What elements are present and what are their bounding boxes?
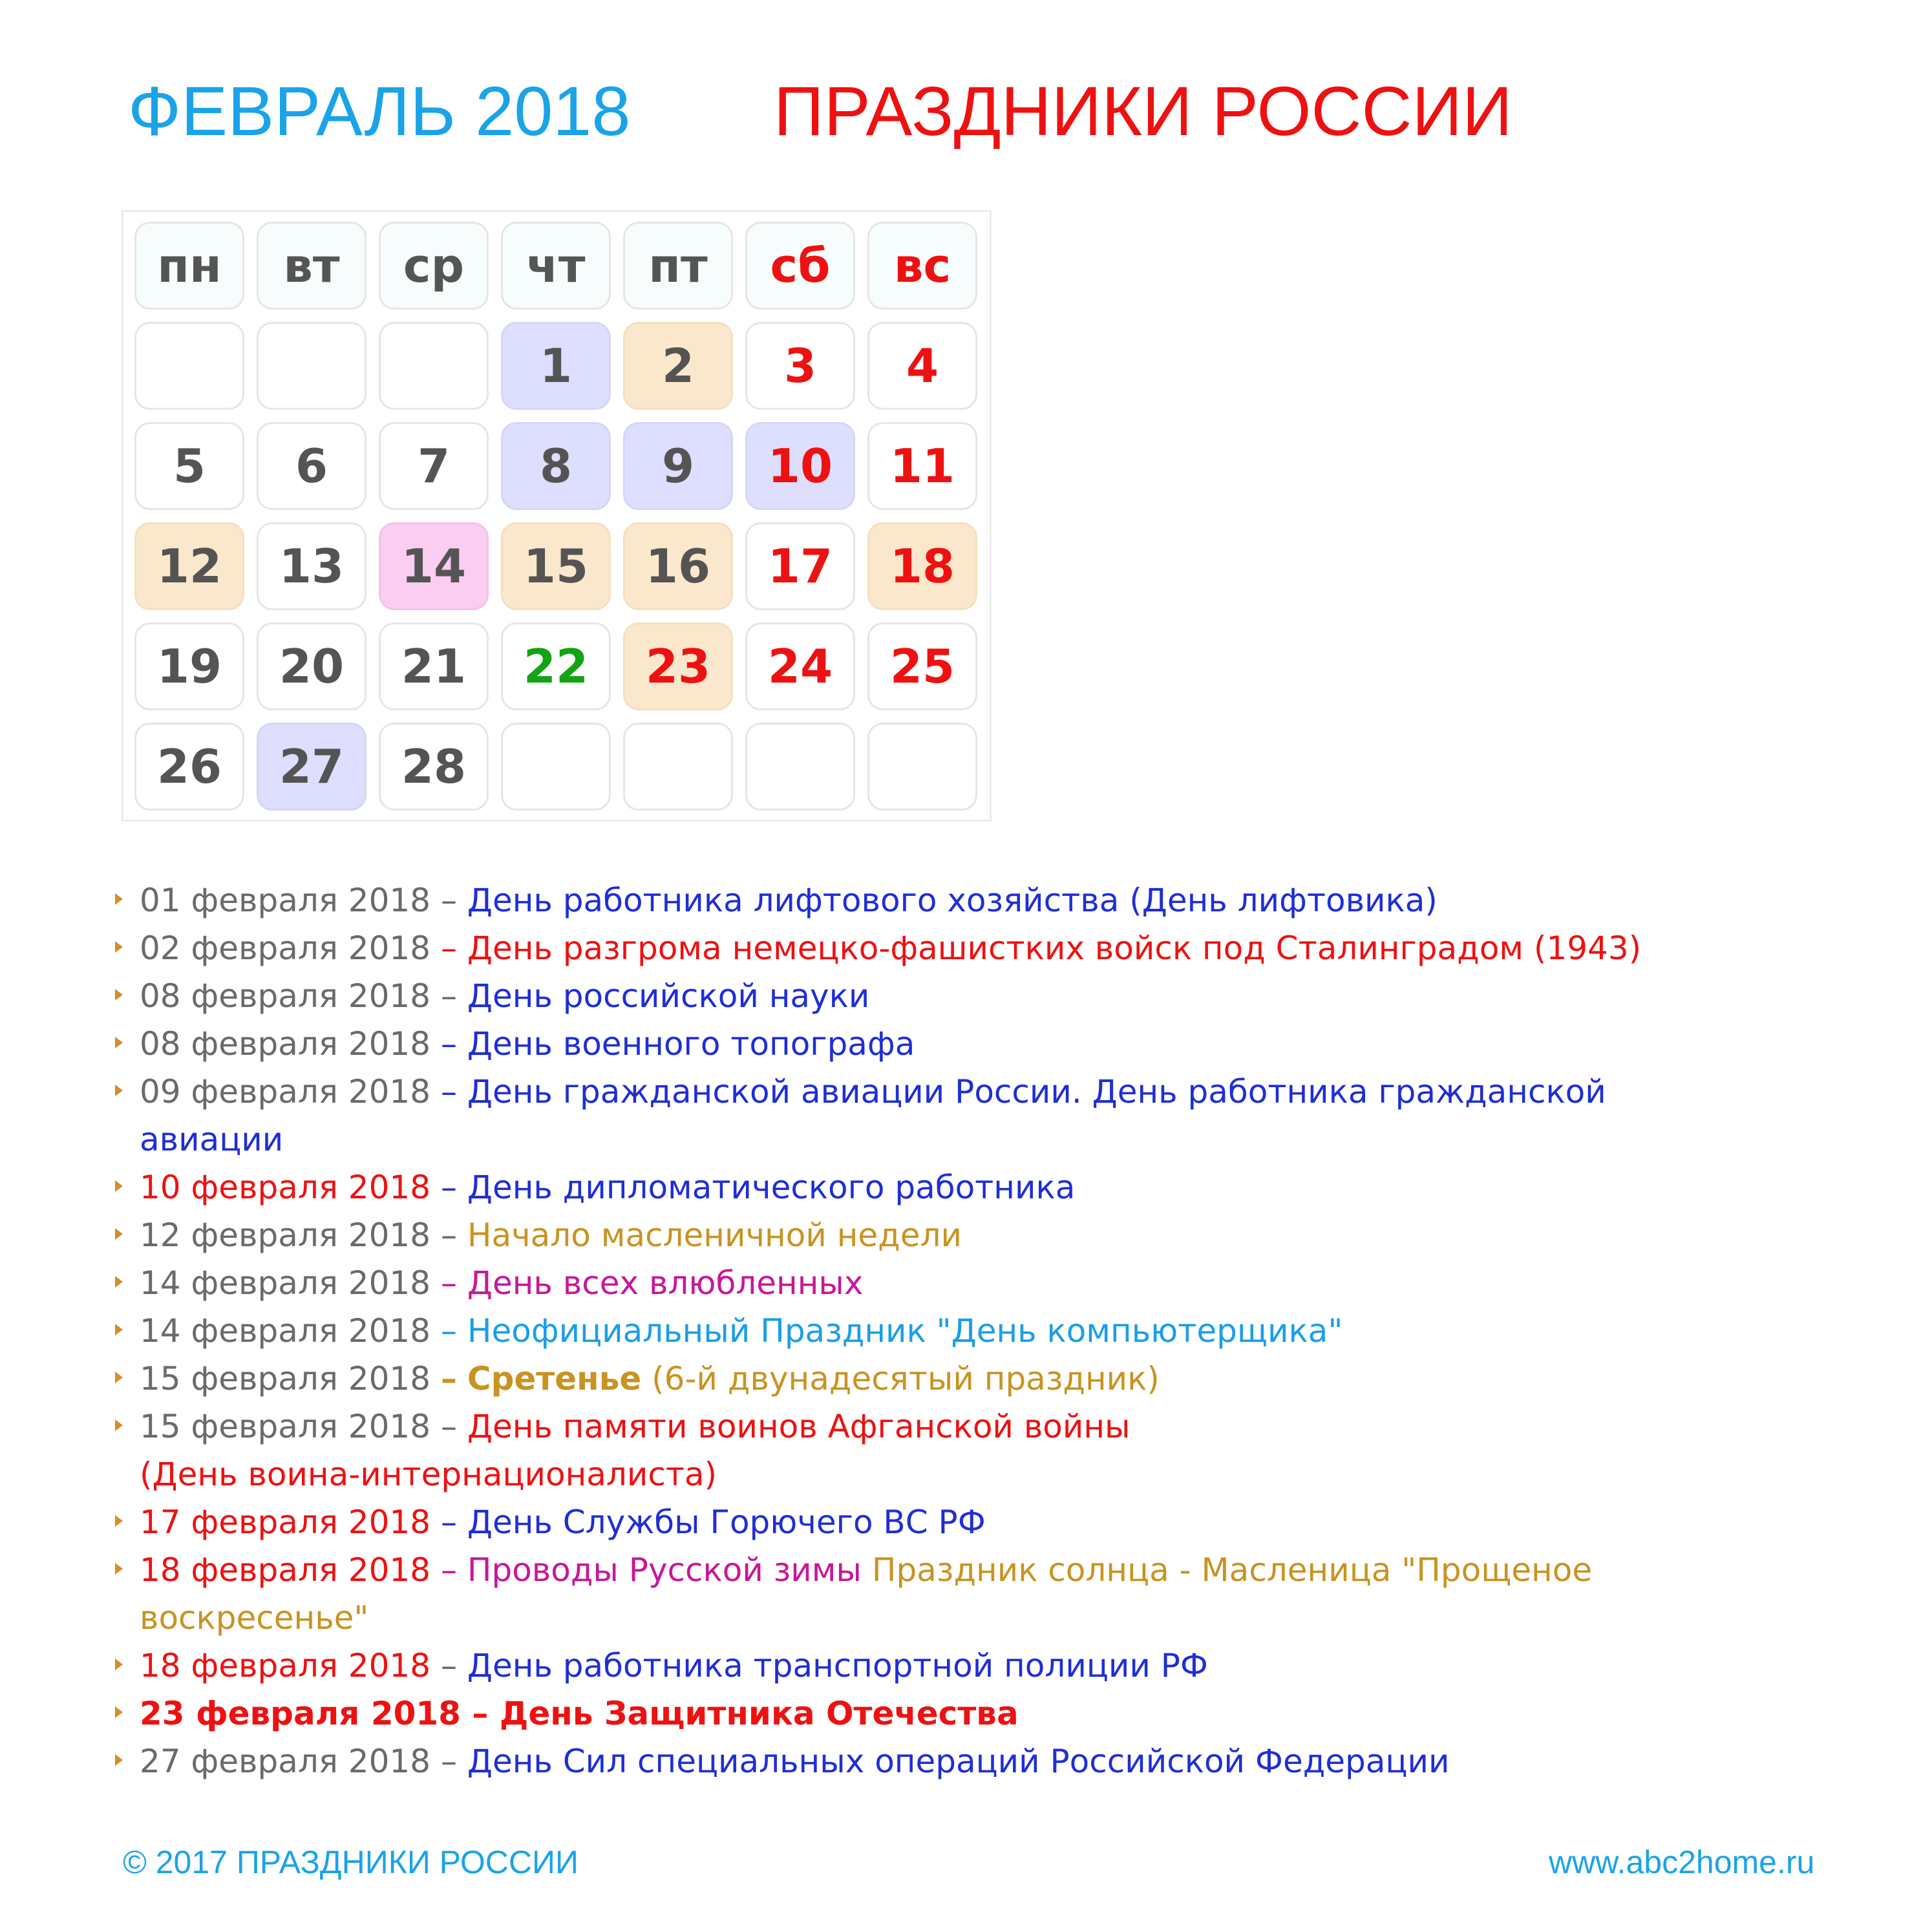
month-title: ФЕВРАЛЬ 2018 [128, 72, 631, 150]
event-date: 18 февраля 2018 [140, 1551, 431, 1589]
bullet-icon [115, 941, 123, 953]
event-text: Неофициальный Праздник "День компьютерщика" [467, 1312, 1343, 1350]
list-item [140, 1546, 1592, 1594]
event-text: День Сил специальных операций Российской Федерации [467, 1743, 1450, 1780]
event-dash: – [440, 1264, 457, 1302]
event-date: 12 февраля 2018 [140, 1216, 431, 1254]
calendar-day: 5 [134, 422, 244, 510]
event-text: День гражданской авиации России. День работника гражданской [467, 1073, 1606, 1110]
calendar-day: 21 [379, 622, 489, 710]
list-item [140, 1355, 1160, 1403]
event-dash: – [440, 1073, 457, 1110]
event-dash: – [440, 1408, 457, 1445]
event-date: 14 февраля 2018 [140, 1264, 431, 1302]
event-text: Проводы Русской зимы [467, 1551, 862, 1589]
list-item [140, 1163, 1075, 1211]
list-item [140, 1737, 1449, 1785]
calendar-day: 20 [257, 622, 366, 710]
weekday-header: пн [134, 222, 244, 310]
calendar-day: 7 [379, 422, 489, 510]
event-date: 10 февраля 2018 [140, 1169, 431, 1206]
event-text: День работника транспортной полиции РФ [467, 1647, 1208, 1684]
event-dash: – [440, 1312, 457, 1350]
weekday-header: сб [745, 222, 855, 310]
calendar-day: 14 [379, 522, 489, 610]
event-dash: – [440, 1503, 457, 1541]
event-date: 27 февраля 2018 [140, 1743, 431, 1780]
calendar-day: 18 [867, 522, 977, 610]
bullet-icon [115, 1180, 123, 1192]
list-item [140, 1259, 863, 1307]
calendar-day: 10 [745, 422, 855, 510]
calendar-day: 25 [867, 622, 977, 710]
event-dash: – [472, 1695, 489, 1732]
bullet-icon [115, 989, 123, 1001]
event-date: 15 февраля 2018 [140, 1408, 431, 1445]
calendar-day: 17 [745, 522, 855, 610]
bullet-icon [115, 1754, 123, 1766]
bullet-icon [115, 1037, 123, 1048]
weekday-header: вс [867, 222, 977, 310]
event-dash: – [440, 1551, 457, 1589]
bullet-icon [115, 1276, 123, 1288]
site-link[interactable]: www.abc2home.ru [1549, 1844, 1815, 1880]
event-dash: – [440, 1647, 457, 1684]
event-dash: – [440, 977, 457, 1015]
copyright: © 2017 ПРАЗДНИКИ РОССИИ [123, 1844, 579, 1880]
calendar-day: 16 [623, 522, 733, 610]
calendar-day: 27 [257, 723, 366, 811]
calendar-day: 15 [501, 522, 611, 610]
event-text: День всех влюбленных [467, 1264, 864, 1302]
event-date: 09 февраля 2018 [140, 1073, 431, 1110]
event-note: Праздник солнца - Масленица "Прощеное [871, 1551, 1593, 1589]
list-item [140, 924, 1641, 972]
calendar-day: 22 [501, 622, 611, 710]
weekday-header: пт [623, 222, 733, 310]
event-date: 15 февраля 2018 [140, 1360, 431, 1397]
bullet-icon [115, 1085, 123, 1096]
calendar-day: 13 [257, 522, 366, 610]
event-text-continuation: воскресенье" [140, 1599, 369, 1637]
calendar-day: 8 [501, 422, 611, 510]
bullet-icon [115, 1515, 123, 1527]
event-date: 01 февраля 2018 [140, 882, 431, 919]
event-text: День разгрома немецко-фашистких войск под Сталинградом (1943) [467, 929, 1642, 967]
bullet-icon [115, 1419, 123, 1431]
calendar-day: 23 [623, 622, 733, 710]
weekday-header: вт [257, 222, 366, 310]
event-dash: – [440, 1169, 457, 1206]
event-date: 14 февраля 2018 [140, 1312, 431, 1350]
list-item [140, 1498, 986, 1546]
list-item [140, 876, 1438, 924]
event-date: 08 февраля 2018 [140, 1025, 431, 1063]
event-date: 18 февраля 2018 [140, 1647, 431, 1684]
bullet-icon [115, 1659, 123, 1670]
list-item [140, 972, 869, 1020]
event-text: День памяти воинов Афганской войны [467, 1408, 1131, 1445]
event-dash: – [440, 882, 457, 919]
bullet-icon [115, 1324, 123, 1335]
list-item [140, 1020, 915, 1068]
event-text: День работника лифтового хозяйства (День лифтовика) [467, 882, 1438, 919]
list-item [140, 1211, 962, 1259]
event-dash: – [440, 1743, 457, 1780]
calendar-day: 12 [134, 522, 244, 610]
event-date: 17 февраля 2018 [140, 1503, 431, 1541]
calendar-day: 1 [501, 322, 611, 410]
event-text: День Защитника Отечества [499, 1695, 1019, 1732]
event-date: 08 февраля 2018 [140, 977, 431, 1015]
list-item [140, 1307, 1343, 1355]
event-text-continuation: авиации [140, 1121, 284, 1158]
event-text-continuation: (День воина-интернационалиста) [140, 1456, 717, 1493]
calendar-day: 3 [745, 322, 855, 410]
calendar-day: 28 [379, 723, 489, 811]
event-text: Начало масленичной недели [467, 1216, 962, 1254]
bullet-icon [115, 1372, 123, 1383]
event-dash: – [440, 1025, 457, 1063]
list-item [140, 1403, 1131, 1450]
event-text: День российской науки [467, 977, 870, 1015]
calendar-day: 24 [745, 622, 855, 710]
bullet-icon [115, 1563, 123, 1575]
list-item [140, 1068, 1606, 1116]
holidays-title: ПРАЗДНИКИ РОССИИ [774, 72, 1513, 150]
bullet-icon [115, 1228, 123, 1240]
calendar-day: 4 [867, 322, 977, 410]
event-date: 02 февраля 2018 [140, 929, 431, 967]
weekday-header: чт [501, 222, 611, 310]
calendar-day: 11 [867, 422, 977, 510]
weekday-header: ср [379, 222, 489, 310]
event-dash: – [440, 929, 457, 967]
event-text: День военного топографа [467, 1025, 915, 1063]
list-item [140, 1642, 1208, 1690]
event-text: Сретенье [467, 1360, 642, 1397]
event-text: День дипломатического работника [467, 1169, 1076, 1206]
event-date: 23 февраля 2018 [140, 1695, 461, 1732]
list-item [140, 1690, 1019, 1737]
calendar-day: 19 [134, 622, 244, 710]
event-note: (6-й двунадесятый праздник) [652, 1360, 1160, 1397]
calendar-day: 6 [257, 422, 366, 510]
calendar-day: 2 [623, 322, 733, 410]
calendar-day: 26 [134, 723, 244, 811]
calendar-day: 9 [623, 422, 733, 510]
bullet-icon [115, 1706, 123, 1718]
event-text: День Службы Горючего ВС РФ [467, 1503, 986, 1541]
event-dash: – [440, 1216, 457, 1254]
event-dash: – [440, 1360, 457, 1397]
bullet-icon [115, 893, 123, 905]
